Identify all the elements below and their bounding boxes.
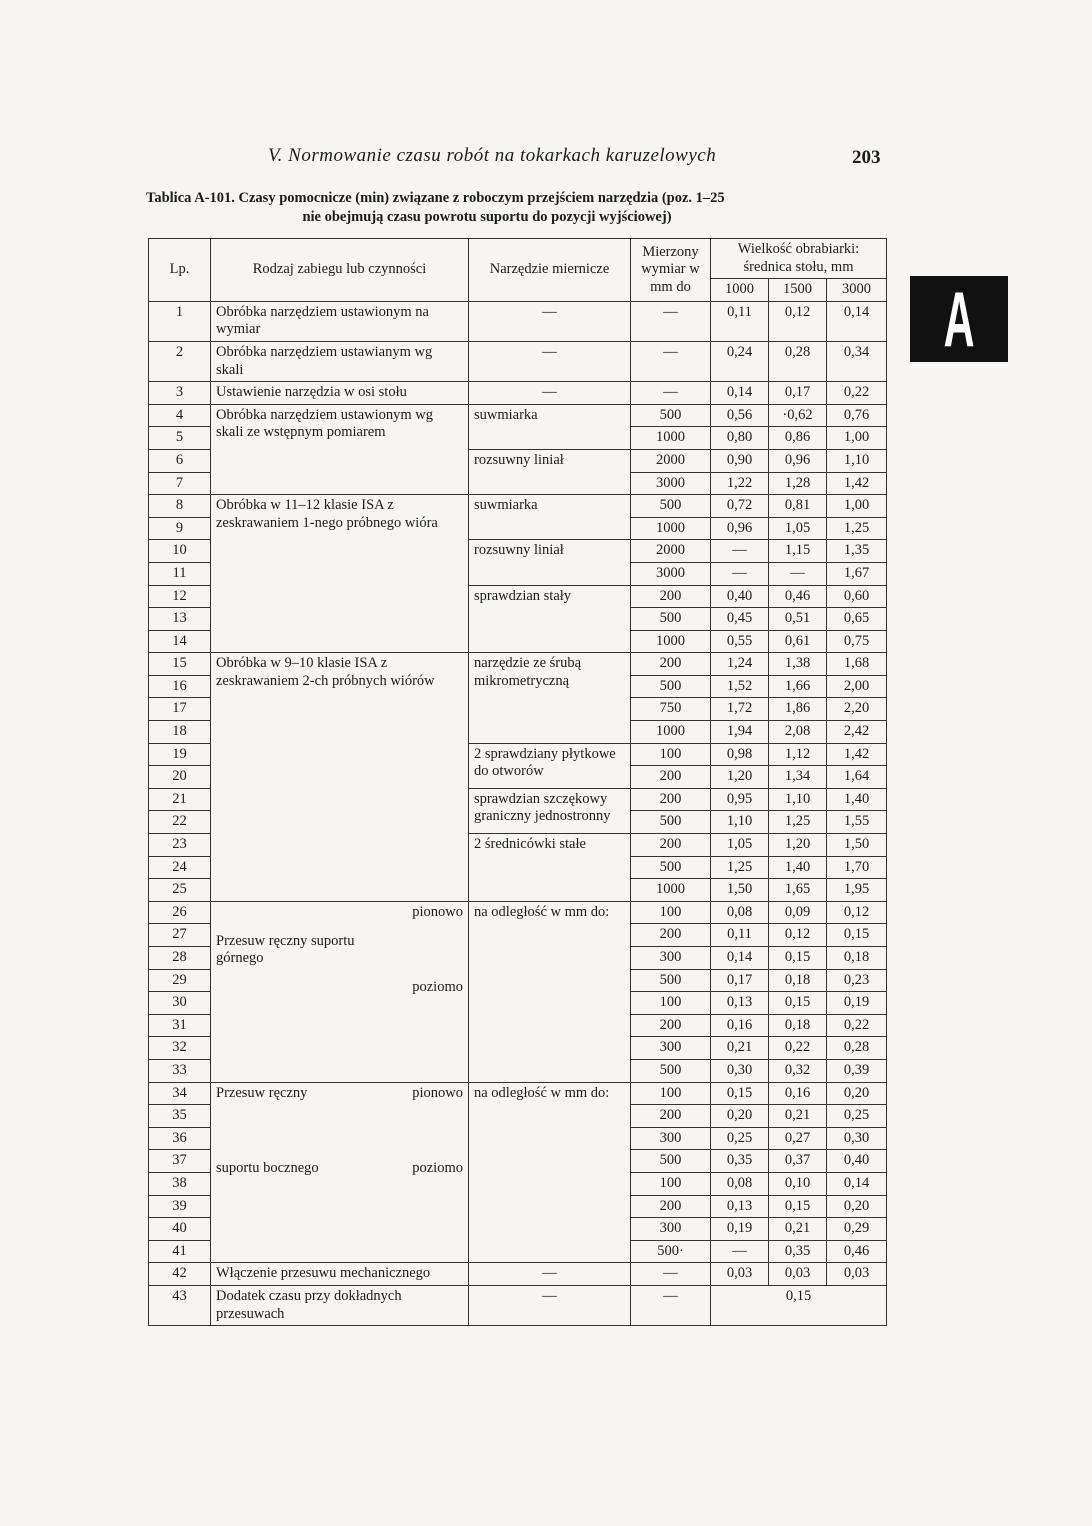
table-row xyxy=(149,1263,887,1286)
row-dim: 2000 xyxy=(631,540,711,563)
row-v1500: 0,61 xyxy=(769,630,827,653)
group-tool: rozsuwny liniał xyxy=(469,449,631,494)
row-dim: 1000 xyxy=(631,427,711,450)
row-v1500: 0,09 xyxy=(769,901,827,924)
row-dim: — xyxy=(631,1263,711,1286)
row-v3000: 0,14 xyxy=(827,1172,887,1195)
row-v3000: 2,20 xyxy=(827,698,887,721)
row-v1000: 1,25 xyxy=(711,856,769,879)
row-dim: 200 xyxy=(631,1105,711,1128)
row-v3000: 1,42 xyxy=(827,472,887,495)
row-dim: 1000 xyxy=(631,879,711,902)
row-v1500: 0,18 xyxy=(769,969,827,992)
row-dim: 300 xyxy=(631,1037,711,1060)
row-v3000: 0,28 xyxy=(827,1037,887,1060)
row-lp: 32 xyxy=(149,1037,211,1060)
row-v1000: 0,40 xyxy=(711,585,769,608)
row-lp: 19 xyxy=(149,743,211,766)
row-v1500: — xyxy=(769,562,827,585)
row-lp: 25 xyxy=(149,879,211,902)
row-v1000: 1,50 xyxy=(711,879,769,902)
row-v3000: 0,15 xyxy=(827,924,887,947)
row-dim: 500 xyxy=(631,1059,711,1082)
row-v1000: 1,05 xyxy=(711,834,769,857)
op-text-b: suportu bocznego xyxy=(216,1160,319,1177)
time-table xyxy=(148,238,887,1326)
row-v1500: 0,22 xyxy=(769,1037,827,1060)
row-v1000: 0,21 xyxy=(711,1037,769,1060)
row-v3000: 1,68 xyxy=(827,653,887,676)
row-lp: 36 xyxy=(149,1127,211,1150)
row-v1000: 0,95 xyxy=(711,788,769,811)
row-tool: — xyxy=(469,1285,631,1325)
row-v3000: 1,55 xyxy=(827,811,887,834)
row-lp: 18 xyxy=(149,721,211,744)
row-v1000: 0,30 xyxy=(711,1059,769,1082)
row-v3000: 1,35 xyxy=(827,540,887,563)
row-v1500: 0,21 xyxy=(769,1218,827,1241)
row-dim: 1000 xyxy=(631,630,711,653)
row-v3000: 0,75 xyxy=(827,630,887,653)
row-lp: 17 xyxy=(149,698,211,721)
row-lp: 9 xyxy=(149,517,211,540)
row-v1000: 0,35 xyxy=(711,1150,769,1173)
row-dim: 100 xyxy=(631,743,711,766)
row-lp: 3 xyxy=(149,382,211,405)
row-v1500: 1,28 xyxy=(769,472,827,495)
row-v1000: 1,72 xyxy=(711,698,769,721)
header-mierzony: Mierzony wymiar w mm do xyxy=(631,239,711,302)
row-v1500: 1,25 xyxy=(769,811,827,834)
row-lp: 5 xyxy=(149,427,211,450)
group-tool: na odległość w mm do: xyxy=(469,901,631,1082)
row-lp: 21 xyxy=(149,788,211,811)
row-v3000: 0,76 xyxy=(827,404,887,427)
row-lp: 22 xyxy=(149,811,211,834)
table-caption xyxy=(146,189,888,227)
row-lp: 29 xyxy=(149,969,211,992)
group-tool: 2 sprawdziany płytkowe do otworów xyxy=(469,743,631,788)
row-v3000: 1,70 xyxy=(827,856,887,879)
header-lp: Lp. xyxy=(149,239,211,302)
row-v3000: 1,00 xyxy=(827,495,887,518)
row-v3000: 0,03 xyxy=(827,1263,887,1286)
row-v1500: 0,28 xyxy=(769,341,827,381)
row-v1000: 1,94 xyxy=(711,721,769,744)
row-dim: 200 xyxy=(631,1014,711,1037)
direction-vertical: pionowo xyxy=(412,1084,463,1101)
group-tool: rozsuwny liniał xyxy=(469,540,631,585)
row-v1000: 0,17 xyxy=(711,969,769,992)
row-dim: — xyxy=(631,341,711,381)
section-tab-letter: A xyxy=(943,275,975,363)
row-dim: 500 xyxy=(631,608,711,631)
row-lp: 6 xyxy=(149,449,211,472)
row-lp: 1 xyxy=(149,301,211,341)
row-v1000: — xyxy=(711,562,769,585)
row-dim: 3000 xyxy=(631,472,711,495)
row-v1000: 0,55 xyxy=(711,630,769,653)
row-lp: 24 xyxy=(149,856,211,879)
row-operation: Dodatek czasu przy dokładnych przesuwach xyxy=(211,1285,469,1325)
row-tool: — xyxy=(469,382,631,405)
table-row xyxy=(149,653,887,676)
row-v1500: 1,05 xyxy=(769,517,827,540)
group-tool: sprawdzian stały xyxy=(469,585,631,653)
row-lp: 8 xyxy=(149,495,211,518)
row-v1500: 0,37 xyxy=(769,1150,827,1173)
table-row xyxy=(149,301,887,341)
row-v3000: 2,00 xyxy=(827,675,887,698)
header-d1500: 1500 xyxy=(769,279,827,302)
row-dim: 1000 xyxy=(631,517,711,540)
row-tool: — xyxy=(469,1263,631,1286)
row-dim: 500 xyxy=(631,675,711,698)
row-lp: 39 xyxy=(149,1195,211,1218)
row-lp: 15 xyxy=(149,653,211,676)
row-v3000: 0,20 xyxy=(827,1082,887,1105)
group-tool: na odległość w mm do: xyxy=(469,1082,631,1263)
row-v3000: 0,12 xyxy=(827,901,887,924)
table-row xyxy=(149,1082,887,1105)
op-line-a xyxy=(216,1085,463,1103)
row-dim: 200 xyxy=(631,788,711,811)
row-lp: 33 xyxy=(149,1059,211,1082)
row-v1000: 0,80 xyxy=(711,427,769,450)
row-v1500: 1,12 xyxy=(769,743,827,766)
row-v1500: 0,51 xyxy=(769,608,827,631)
section-tab xyxy=(910,276,1008,362)
row-lp: 31 xyxy=(149,1014,211,1037)
row-dim: 500· xyxy=(631,1240,711,1263)
header-d1000: 1000 xyxy=(711,279,769,302)
row-v1500: 0,27 xyxy=(769,1127,827,1150)
row-lp: 13 xyxy=(149,608,211,631)
row-lp: 41 xyxy=(149,1240,211,1263)
row-lp: 20 xyxy=(149,766,211,789)
row-v1500: 0,96 xyxy=(769,449,827,472)
table-row xyxy=(149,1285,887,1325)
row-lp: 7 xyxy=(149,472,211,495)
row-dim: 2000 xyxy=(631,449,711,472)
row-dim: 500 xyxy=(631,811,711,834)
group-tool: narzędzie ze śrubą mikrometryczną xyxy=(469,653,631,743)
row-dim: 500 xyxy=(631,856,711,879)
row-dim: 300 xyxy=(631,1218,711,1241)
op-text: Przesuw ręczny suportu górnego xyxy=(216,932,355,967)
row-v1000: 0,14 xyxy=(711,382,769,405)
row-tool: — xyxy=(469,301,631,341)
row-v1500: 0,15 xyxy=(769,1195,827,1218)
row-lp: 27 xyxy=(149,924,211,947)
row-dim: 3000 xyxy=(631,562,711,585)
row-v1500: 0,17 xyxy=(769,382,827,405)
row-v1000: 0,15 xyxy=(711,1082,769,1105)
row-lp: 26 xyxy=(149,901,211,924)
row-dim: 200 xyxy=(631,653,711,676)
row-v1500: 1,66 xyxy=(769,675,827,698)
row-v3000: 1,25 xyxy=(827,517,887,540)
row-v3000: 0,39 xyxy=(827,1059,887,1082)
row-v1000: 1,20 xyxy=(711,766,769,789)
row-lp: 4 xyxy=(149,404,211,427)
row-operation: Obróbka narzędziem ustawianym wg skali xyxy=(211,341,469,381)
row-v3000: 0,30 xyxy=(827,1127,887,1150)
group-operation xyxy=(211,1082,469,1263)
row-v1000: 0,72 xyxy=(711,495,769,518)
row-lp: 43 xyxy=(149,1285,211,1325)
row-v1500: 1,86 xyxy=(769,698,827,721)
row-v1500: 0,46 xyxy=(769,585,827,608)
row-lp: 2 xyxy=(149,341,211,381)
running-head: V. Normowanie czasu robót na tokarkach karuzelowych xyxy=(268,145,717,166)
row-v1500: 1,40 xyxy=(769,856,827,879)
row-v1000: 0,08 xyxy=(711,901,769,924)
direction-horizontal: poziomo xyxy=(412,979,463,996)
row-v3000: 1,00 xyxy=(827,427,887,450)
row-v1500: 0,21 xyxy=(769,1105,827,1128)
row-lp: 16 xyxy=(149,675,211,698)
row-operation: Obróbka narzędziem ustawionym na wymiar xyxy=(211,301,469,341)
row-v3000: 0,25 xyxy=(827,1105,887,1128)
row-v3000: 0,18 xyxy=(827,947,887,970)
row-lp: 38 xyxy=(149,1172,211,1195)
table-row xyxy=(149,382,887,405)
row-v1000: 0,16 xyxy=(711,1014,769,1037)
row-dim: 100 xyxy=(631,992,711,1015)
row-v3000: 0,60 xyxy=(827,585,887,608)
row-v3000: 0,23 xyxy=(827,969,887,992)
row-dim: 100 xyxy=(631,901,711,924)
row-v1000: 0,98 xyxy=(711,743,769,766)
group-tool: 2 średnicówki stałe xyxy=(469,834,631,902)
row-lp: 23 xyxy=(149,834,211,857)
row-v1000: 0,13 xyxy=(711,1195,769,1218)
row-dim: 500 xyxy=(631,969,711,992)
row-dim: 750 xyxy=(631,698,711,721)
table-row xyxy=(149,495,887,518)
group-tool: suwmiarka xyxy=(469,404,631,449)
row-v3000: 1,67 xyxy=(827,562,887,585)
header-rodzaj: Rodzaj zabiegu lub czynności xyxy=(211,239,469,302)
row-dim: 300 xyxy=(631,1127,711,1150)
row-v1000: 1,52 xyxy=(711,675,769,698)
row-v3000: 1,10 xyxy=(827,449,887,472)
op-line-b xyxy=(216,1160,463,1178)
op-text-a: Przesuw ręczny xyxy=(216,1084,308,1101)
row-v3000: 0,40 xyxy=(827,1150,887,1173)
row-dim: 200 xyxy=(631,766,711,789)
row-v1000: 0,11 xyxy=(711,924,769,947)
row-v3000: 0,46 xyxy=(827,1240,887,1263)
row-v1000: 0,03 xyxy=(711,1263,769,1286)
group-operation: Obróbka narzędziem ustawionym wg skali ze wstępnym pomiarem xyxy=(211,404,469,494)
row-v1000: 0,08 xyxy=(711,1172,769,1195)
group-operation xyxy=(211,901,469,1082)
row-v1000: 1,24 xyxy=(711,653,769,676)
row-v3000: 0,14 xyxy=(827,301,887,341)
header-wielkosc: Wielkość obrabiarki: średnica stołu, mm xyxy=(711,239,887,279)
row-dim: 200 xyxy=(631,834,711,857)
row-dim: 200 xyxy=(631,1195,711,1218)
row-lp: 42 xyxy=(149,1263,211,1286)
row-v1500: 0,35 xyxy=(769,1240,827,1263)
row-v1000: 0,19 xyxy=(711,1218,769,1241)
header-narzedzie: Narzędzie miernicze xyxy=(469,239,631,302)
group-tool: suwmiarka xyxy=(469,495,631,540)
row-v3000: 0,34 xyxy=(827,341,887,381)
op-split xyxy=(216,1085,463,1178)
row-dim: — xyxy=(631,382,711,405)
group-tool: sprawdzian szczękowy graniczny jednostronny xyxy=(469,788,631,833)
row-v1500: 1,15 xyxy=(769,540,827,563)
row-v1500: 0,16 xyxy=(769,1082,827,1105)
row-lp: 14 xyxy=(149,630,211,653)
row-tool: — xyxy=(469,341,631,381)
row-v3000: 0,22 xyxy=(827,1014,887,1037)
row-dim: 100 xyxy=(631,1082,711,1105)
table-row xyxy=(149,404,887,427)
row-v3000: 1,95 xyxy=(827,879,887,902)
header-d3000: 3000 xyxy=(827,279,887,302)
row-v1000: 1,22 xyxy=(711,472,769,495)
row-v3000: 1,42 xyxy=(827,743,887,766)
row-v1500: 1,38 xyxy=(769,653,827,676)
row-v1000: 0,96 xyxy=(711,517,769,540)
row-lp: 35 xyxy=(149,1105,211,1128)
group-operation: Obróbka w 11–12 klasie ISA z zeskrawaniem 1-nego próbnego wióra xyxy=(211,495,469,653)
row-v1000: 0,13 xyxy=(711,992,769,1015)
direction-horizontal: poziomo xyxy=(412,1160,463,1177)
row-v1500: ·0,62 xyxy=(769,404,827,427)
row-v3000: 2,42 xyxy=(827,721,887,744)
row-lp: 28 xyxy=(149,947,211,970)
row-v1500: 1,10 xyxy=(769,788,827,811)
row-v1500: 0,12 xyxy=(769,924,827,947)
row-v1500: 1,20 xyxy=(769,834,827,857)
row-dim: 300 xyxy=(631,947,711,970)
row-v1500: 0,15 xyxy=(769,947,827,970)
caption-line-2: nie obejmują czasu powrotu suportu do pozycji wyjściowej) xyxy=(302,209,672,225)
row-v1000: — xyxy=(711,1240,769,1263)
row-lp: 10 xyxy=(149,540,211,563)
row-value-all: 0,15 xyxy=(711,1285,887,1325)
table-row xyxy=(149,341,887,381)
row-v1000: 0,45 xyxy=(711,608,769,631)
row-dim: — xyxy=(631,1285,711,1325)
row-dim: 1000 xyxy=(631,721,711,744)
caption-line-1: Tablica A-101. Czasy pomocnicze (min) związane z roboczym przejściem narzędzia (poz. 1–25 xyxy=(146,190,725,206)
row-v1000: 0,11 xyxy=(711,301,769,341)
row-v3000: 1,50 xyxy=(827,834,887,857)
row-v1000: 1,10 xyxy=(711,811,769,834)
row-v1000: — xyxy=(711,540,769,563)
row-lp: 40 xyxy=(149,1218,211,1241)
page-number: 203 xyxy=(852,147,881,168)
row-lp: 37 xyxy=(149,1150,211,1173)
table-row xyxy=(149,901,887,924)
row-v1500: 0,03 xyxy=(769,1263,827,1286)
row-lp: 12 xyxy=(149,585,211,608)
row-v3000: 0,65 xyxy=(827,608,887,631)
row-v1000: 0,24 xyxy=(711,341,769,381)
row-v1500: 0,12 xyxy=(769,301,827,341)
direction-list xyxy=(412,904,463,997)
row-v1000: 0,90 xyxy=(711,449,769,472)
row-v1500: 1,65 xyxy=(769,879,827,902)
row-lp: 30 xyxy=(149,992,211,1015)
row-v3000: 0,22 xyxy=(827,382,887,405)
row-v3000: 1,40 xyxy=(827,788,887,811)
row-v1500: 0,81 xyxy=(769,495,827,518)
row-v1000: 0,25 xyxy=(711,1127,769,1150)
row-operation: Ustawienie narzędzia w osi stołu xyxy=(211,382,469,405)
row-operation: Włączenie przesuwu mechanicznego xyxy=(211,1263,469,1286)
row-dim: 100 xyxy=(631,1172,711,1195)
header-row xyxy=(149,239,887,279)
row-dim: 500 xyxy=(631,1150,711,1173)
row-v3000: 0,20 xyxy=(827,1195,887,1218)
row-dim: 500 xyxy=(631,495,711,518)
row-v1500: 0,10 xyxy=(769,1172,827,1195)
row-v1500: 0,32 xyxy=(769,1059,827,1082)
row-v1000: 0,20 xyxy=(711,1105,769,1128)
row-v1500: 0,86 xyxy=(769,427,827,450)
direction-vertical: pionowo xyxy=(412,903,463,920)
row-v1000: 0,14 xyxy=(711,947,769,970)
row-dim: — xyxy=(631,301,711,341)
row-lp: 11 xyxy=(149,562,211,585)
row-v1500: 0,15 xyxy=(769,992,827,1015)
row-dim: 200 xyxy=(631,585,711,608)
row-v3000: 0,29 xyxy=(827,1218,887,1241)
op-split xyxy=(216,904,463,997)
row-v1000: 0,56 xyxy=(711,404,769,427)
row-v1500: 2,08 xyxy=(769,721,827,744)
row-v3000: 1,64 xyxy=(827,766,887,789)
row-dim: 200 xyxy=(631,924,711,947)
row-v1500: 0,18 xyxy=(769,1014,827,1037)
row-v3000: 0,19 xyxy=(827,992,887,1015)
row-dim: 500 xyxy=(631,404,711,427)
row-v1500: 1,34 xyxy=(769,766,827,789)
row-lp: 34 xyxy=(149,1082,211,1105)
group-operation: Obróbka w 9–10 klasie ISA z zeskrawaniem 2-ch próbnych wiórów xyxy=(211,653,469,902)
